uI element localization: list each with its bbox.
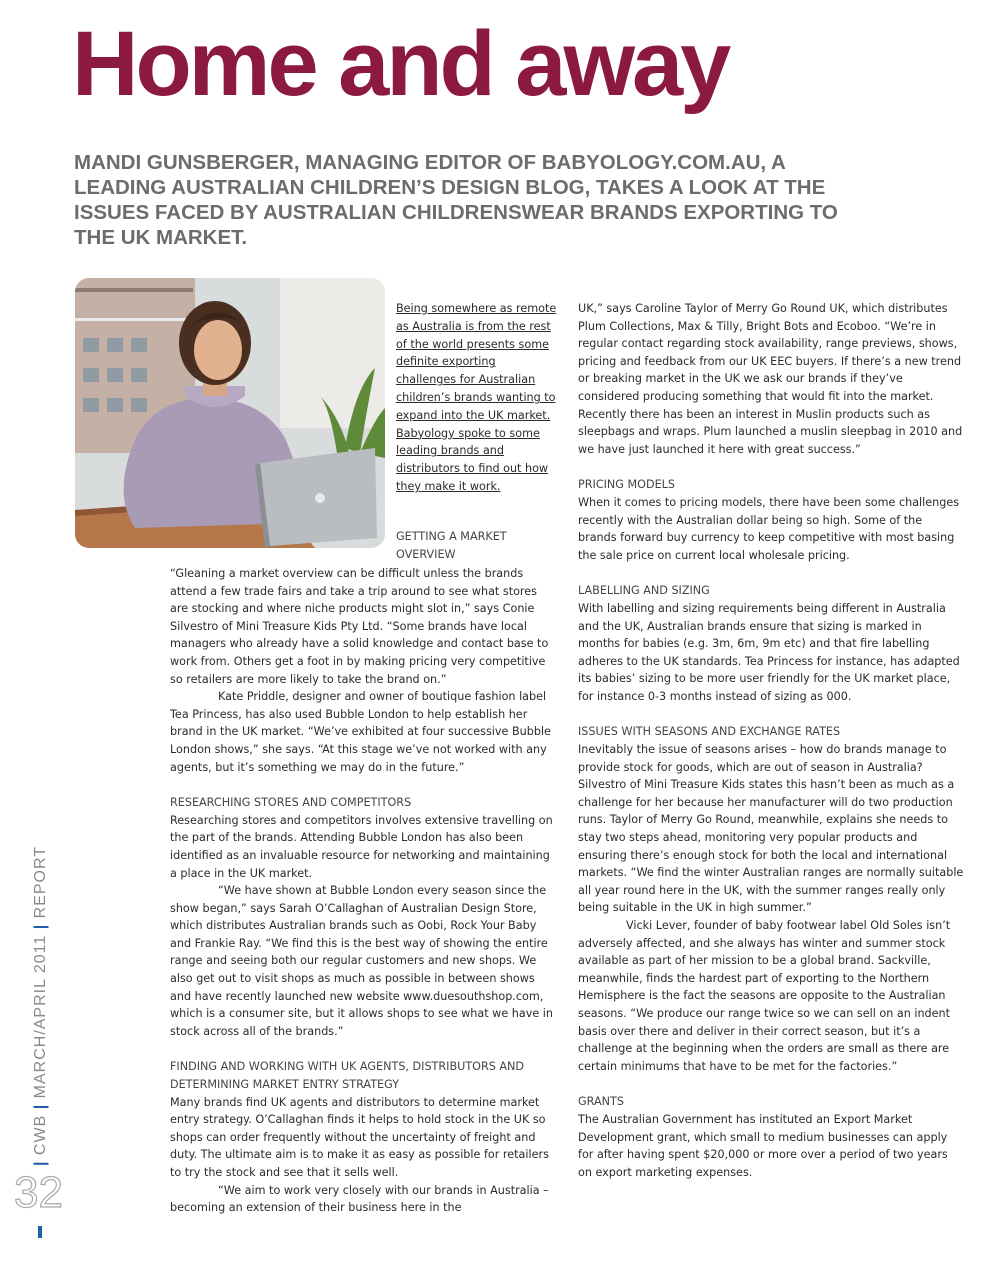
sidebar-issue: MARCH/APRIL 2011 (32, 934, 49, 1099)
seasons-paragraph-1: Inevitably the issue of seasons arises – how do brands manage to provide stock for goods, which are out of season in Australia? Silvestro of Mini Treasure Kids states this hasn’t been as much as a challenge for her because her manufacturer will do two production runs. Taylor of Merry Go Round, meanwhile, explains she needs to stay two steps ahead, monitoring very popular products and ensuring there’s enough stock for both the local and international markets. “We find the winter Australian ranges are normally suitable all year round here in the UK, with the summer ranges really only being suitable in the UK in high summer.” (578, 743, 964, 915)
research-paragraph-2: “We have shown at Bubble London every season since the show began,” says Sarah O’Callaghan of Australian Design Store, which distributes Australian brands such as Oobi, Rock Your Baby and Frankie Ray. “We find this is the best way of showing the entire range and seeing both our regular customers and new shops. We also get out to visit shops as much as possible in between shows and have recently launched new website www.duesouthshop.com, which is a consumer site, but it allows shops to see what we have in stock across all of the brands.” (170, 884, 553, 1038)
article-photo (75, 278, 385, 548)
sidebar-divider: | (32, 1160, 49, 1166)
market-paragraph-1: “Gleaning a market overview can be difficult unless the brands attend a few trade fairs and take a trip around to see what stores are stocking and where niche products might slot in,” says Conie Silvestro of Mini Treasure Kids Pty Ltd. “Some brands have local managers who already have a solid knowledge and contact base to work from. Others get a foot in by making pricing very competitive so retailers are more likely to take the brand on.” (170, 567, 549, 686)
research-paragraph-1: Researching stores and competitors involves extensive travelling on the part of the brands. Attending Bubble London has also been identified as an invaluable resource for networking and maintaining a place in the UK market. (170, 813, 553, 880)
sidebar-section: REPORT (32, 845, 49, 919)
grants-paragraph: The Australian Government has instituted an Export Market Development grant, which small to medium businesses can apply for after having spent $20,000 or more over a period of two years on export marketing expenses. (578, 1112, 948, 1179)
article-title: Home and away (72, 13, 729, 115)
heading-researching: RESEARCHING STORES AND COMPETITORS (170, 796, 412, 810)
page-number: 32 (14, 1168, 63, 1217)
heading-pricing: PRICING MODELS (578, 478, 676, 492)
agents-paragraph-1: Many brands find UK agents and distributors to determine market entry strategy. O’Callaghan finds it helps to hold stock in the UK so shops can order frequently without the uncertainty of freight and duty. The ultimate aim is to make it as easy as possible for retailers to try the stock and see that it sells well. (170, 1095, 549, 1179)
sidebar-magazine: CWB (32, 1114, 49, 1156)
article-standfirst: MANDI GUNSBERGER, MANAGING EDITOR OF BABYOLOGY.COM.AU, A LEADING AUSTRALIAN CHILDREN’S DESIGN BLOG, TAKES A LOOK AT THE ISSUES FACED BY AUSTRALIAN CHILDRENSWEAR BRANDS EXPORTING TO THE UK MARKET. (74, 151, 838, 249)
heading-labelling: LABELLING AND SIZING (578, 584, 710, 598)
sidebar-vertical-text (32, 846, 50, 1166)
sidebar-divider: | (32, 1103, 49, 1110)
article-intro: Being somewhere as remote as Australia is from the rest of the world presents some definite exporting challenges for Australian children’s brands wanting to expand into the UK market. Babyology spoke to some leading brands and distributors to find out how they make it work. (396, 302, 557, 493)
heading-agents: FINDING AND WORKING WITH UK AGENTS, DISTRIBUTORS AND DETERMINING MARKET ENTRY STRATEGY (170, 1060, 525, 1092)
market-paragraph-2: Kate Priddle, designer and owner of boutique fashion label Tea Princess, has also used Bubble London to help establish her brand in the UK market. “We’ve exhibited at four successive Bubble London shows,” she says. “At this stage we’ve not worked with any agents, but it’s something we may do in the future.” (170, 690, 551, 774)
seasons-paragraph-2: Vicki Lever, founder of baby footwear label Old Soles isn’t adversely affected, and she always has winter and summer stock available as part of her mission to be a global brand. Sackville, meanwhile, finds the hardest part of exporting to the Northern Hemisphere is the fact the seasons are opposite to the Australian seasons. “We produce our range twice so we can sell on an indent basis over there and deliver in their correct season, but it’s a challenge at the beginning when the orders are small as there are certain minimums that have to be met for the factories.” (578, 919, 951, 1073)
labelling-paragraph: With labelling and sizing requirements being different in Australia and the UK, Australian brands ensure that sizing is marked in months for babies (e.g. 3m, 6m, 9m etc) and that fire labelling adheres to the UK standards. Tea Princess for instance, has adapted its babies’ sizing to be more user friendly for the UK market place, for instance 0-3 months instead of sizing as 000. (578, 601, 960, 703)
page-number-bar (38, 1226, 42, 1238)
sidebar-divider: | (32, 923, 49, 930)
column-right (578, 300, 964, 1181)
pricing-paragraph: When it comes to pricing models, there have been some challenges recently with the Australian dollar being so high. Some of the brands forward buy currency to keep competitive with most basing the sale price on current local wholesale pricing. (578, 495, 960, 562)
continued-paragraph: UK,” says Caroline Taylor of Merry Go Round UK, which distributes Plum Collections, Max & Tilly, Bright Bots and Ecoboo. “We’re in regular contact regarding stock availability, range previews, shows, pricing and feedback from our UK EEC buyers. If there’s a new trend or breaking market in the UK we ask our brands if they’ve considered producing something that would fit into the market. Recently there has been an interest in Muslin products such as sleepbags and wraps. Plum launched a muslin sleepbag in 2010 and we have just launched it here with great success.” (578, 302, 963, 456)
heading-grants: GRANTS (578, 1095, 624, 1109)
heading-market-overview: GETTING A MARKET OVERVIEW (396, 530, 507, 561)
heading-seasons: ISSUES WITH SEASONS AND EXCHANGE RATES (578, 725, 841, 739)
column-left (170, 565, 558, 1217)
agents-paragraph-2: “We aim to work very closely with our brands in Australia – becoming an extension of their business here in the (170, 1183, 549, 1215)
